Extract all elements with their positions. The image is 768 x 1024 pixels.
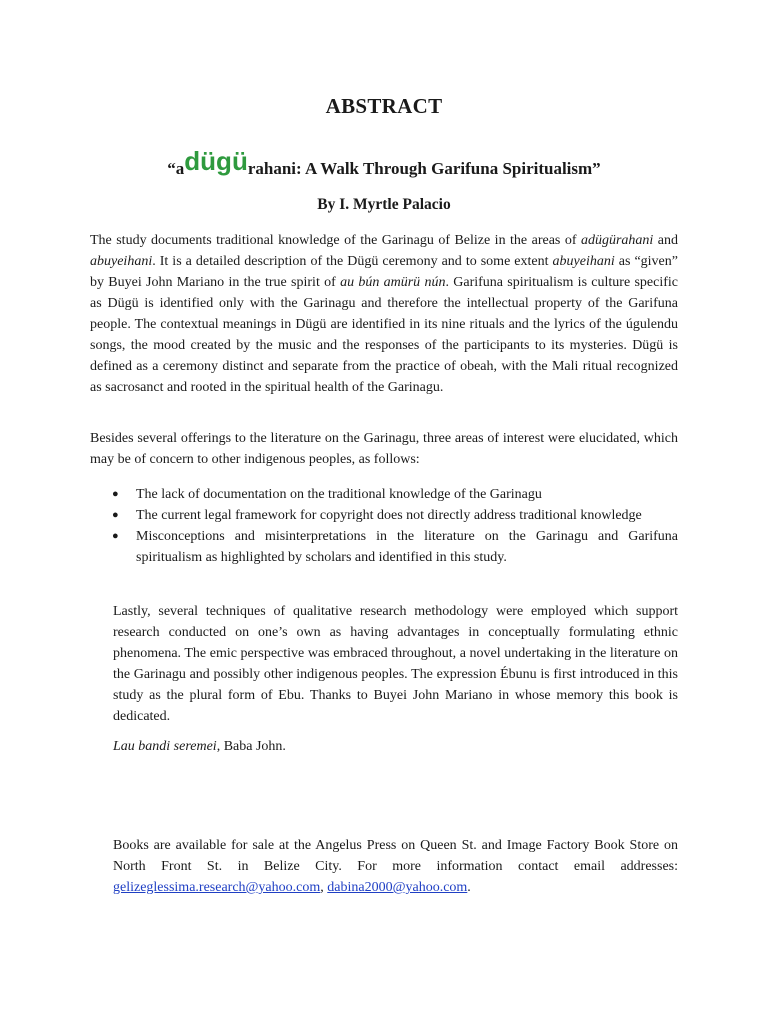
title-rest: rahani: A Walk Through Garifuna Spiritualism” (247, 159, 601, 178)
italic-term: abuyeihani (90, 254, 153, 269)
text-run: . Garifuna spiritualism is culture specific as Dügü is identified only with the Garinagu and therefore the intellectual property of the Garifuna people. The contextual meanings in Dügü are identified in its nine rituals and the lyrics of the úgulendu songs, the mood created by the music and the responses of the participants to its mysteries. Dügü is defined as a ceremony distinct and separate from the practice of obeah, with the Mali ritual recognized as sacrosanct and rooted in the spiritual health of the Garinagu. (90, 275, 678, 395)
text-run: and (653, 233, 678, 248)
text-run: The study documents traditional knowledge of the Garinagu of Belize in the areas of (90, 233, 581, 248)
text-run: , Baba John. (216, 739, 286, 754)
paragraph-offerings: Besides several offerings to the literature on the Garinagu, three areas of interest were elucidated, which may be of concern to other indigenous peoples, as follows: (90, 431, 678, 467)
email-link-dabina[interactable]: dabina2000@yahoo.com (327, 880, 468, 895)
text-run: . It is a detailed description of the Dügü ceremony and to some extent (152, 254, 553, 269)
list-item-text: The current legal framework for copyright does not directly address traditional knowledge (136, 508, 642, 523)
title-open-quote: “a (167, 159, 185, 178)
list-item-text: Misconceptions and misinterpretations in the literature on the Garinagu and Garifuna spiritualism as highlighted by scholars and identified in this study. (136, 529, 678, 565)
abstract-heading: ABSTRACT (325, 94, 443, 118)
bullet-icon: ● (112, 530, 119, 542)
paragraph-dedication (113, 736, 678, 757)
italic-term: au bún amürü nún (340, 275, 446, 290)
list-item (112, 526, 678, 568)
list-item (112, 484, 678, 505)
author-byline: By I. Myrtle Palacio (317, 196, 451, 213)
text-run: Books are available for sale at the Angelus Press on Queen St. and Image Factory Book Store on North Front St. in Belize City. For more information contact email addresses: (113, 838, 678, 874)
italic-term: abuyeihani (552, 254, 615, 269)
text-run: as “given” by Buyei John Mariano in the true spirit of (90, 254, 678, 290)
paragraph-methodology: Lastly, several techniques of qualitative research methodology were employed which support research conducted on one’s own as having advantages in conceptually formulating ethnic phenomena. The emic perspective was embraced throughout, a novel undertaking in the literature on the Garinagu and possibly other indigenous peoples. The expression Ébunu is first introduced in this study as the plural form of Ebu. Thanks to Buyei John Mariano in whose memory this book is dedicated. (113, 604, 678, 724)
separator: , (320, 880, 328, 895)
text-run: . (467, 880, 471, 895)
paragraph-availability (113, 835, 678, 898)
bullet-list (112, 484, 678, 568)
book-title (0, 146, 768, 184)
email-link-research[interactable]: gelizeglessima.research@yahoo.com (113, 880, 321, 895)
list-item (112, 505, 678, 526)
paragraph-intro (90, 230, 678, 398)
italic-phrase: Lau bandi seremei (113, 739, 217, 754)
italic-term: adügürahani (580, 233, 654, 248)
title-highlight: dügü (184, 146, 248, 176)
list-item-text: The lack of documentation on the traditional knowledge of the Garinagu (136, 487, 542, 502)
bullet-icon: ● (112, 509, 119, 521)
bullet-icon: ● (112, 488, 119, 500)
